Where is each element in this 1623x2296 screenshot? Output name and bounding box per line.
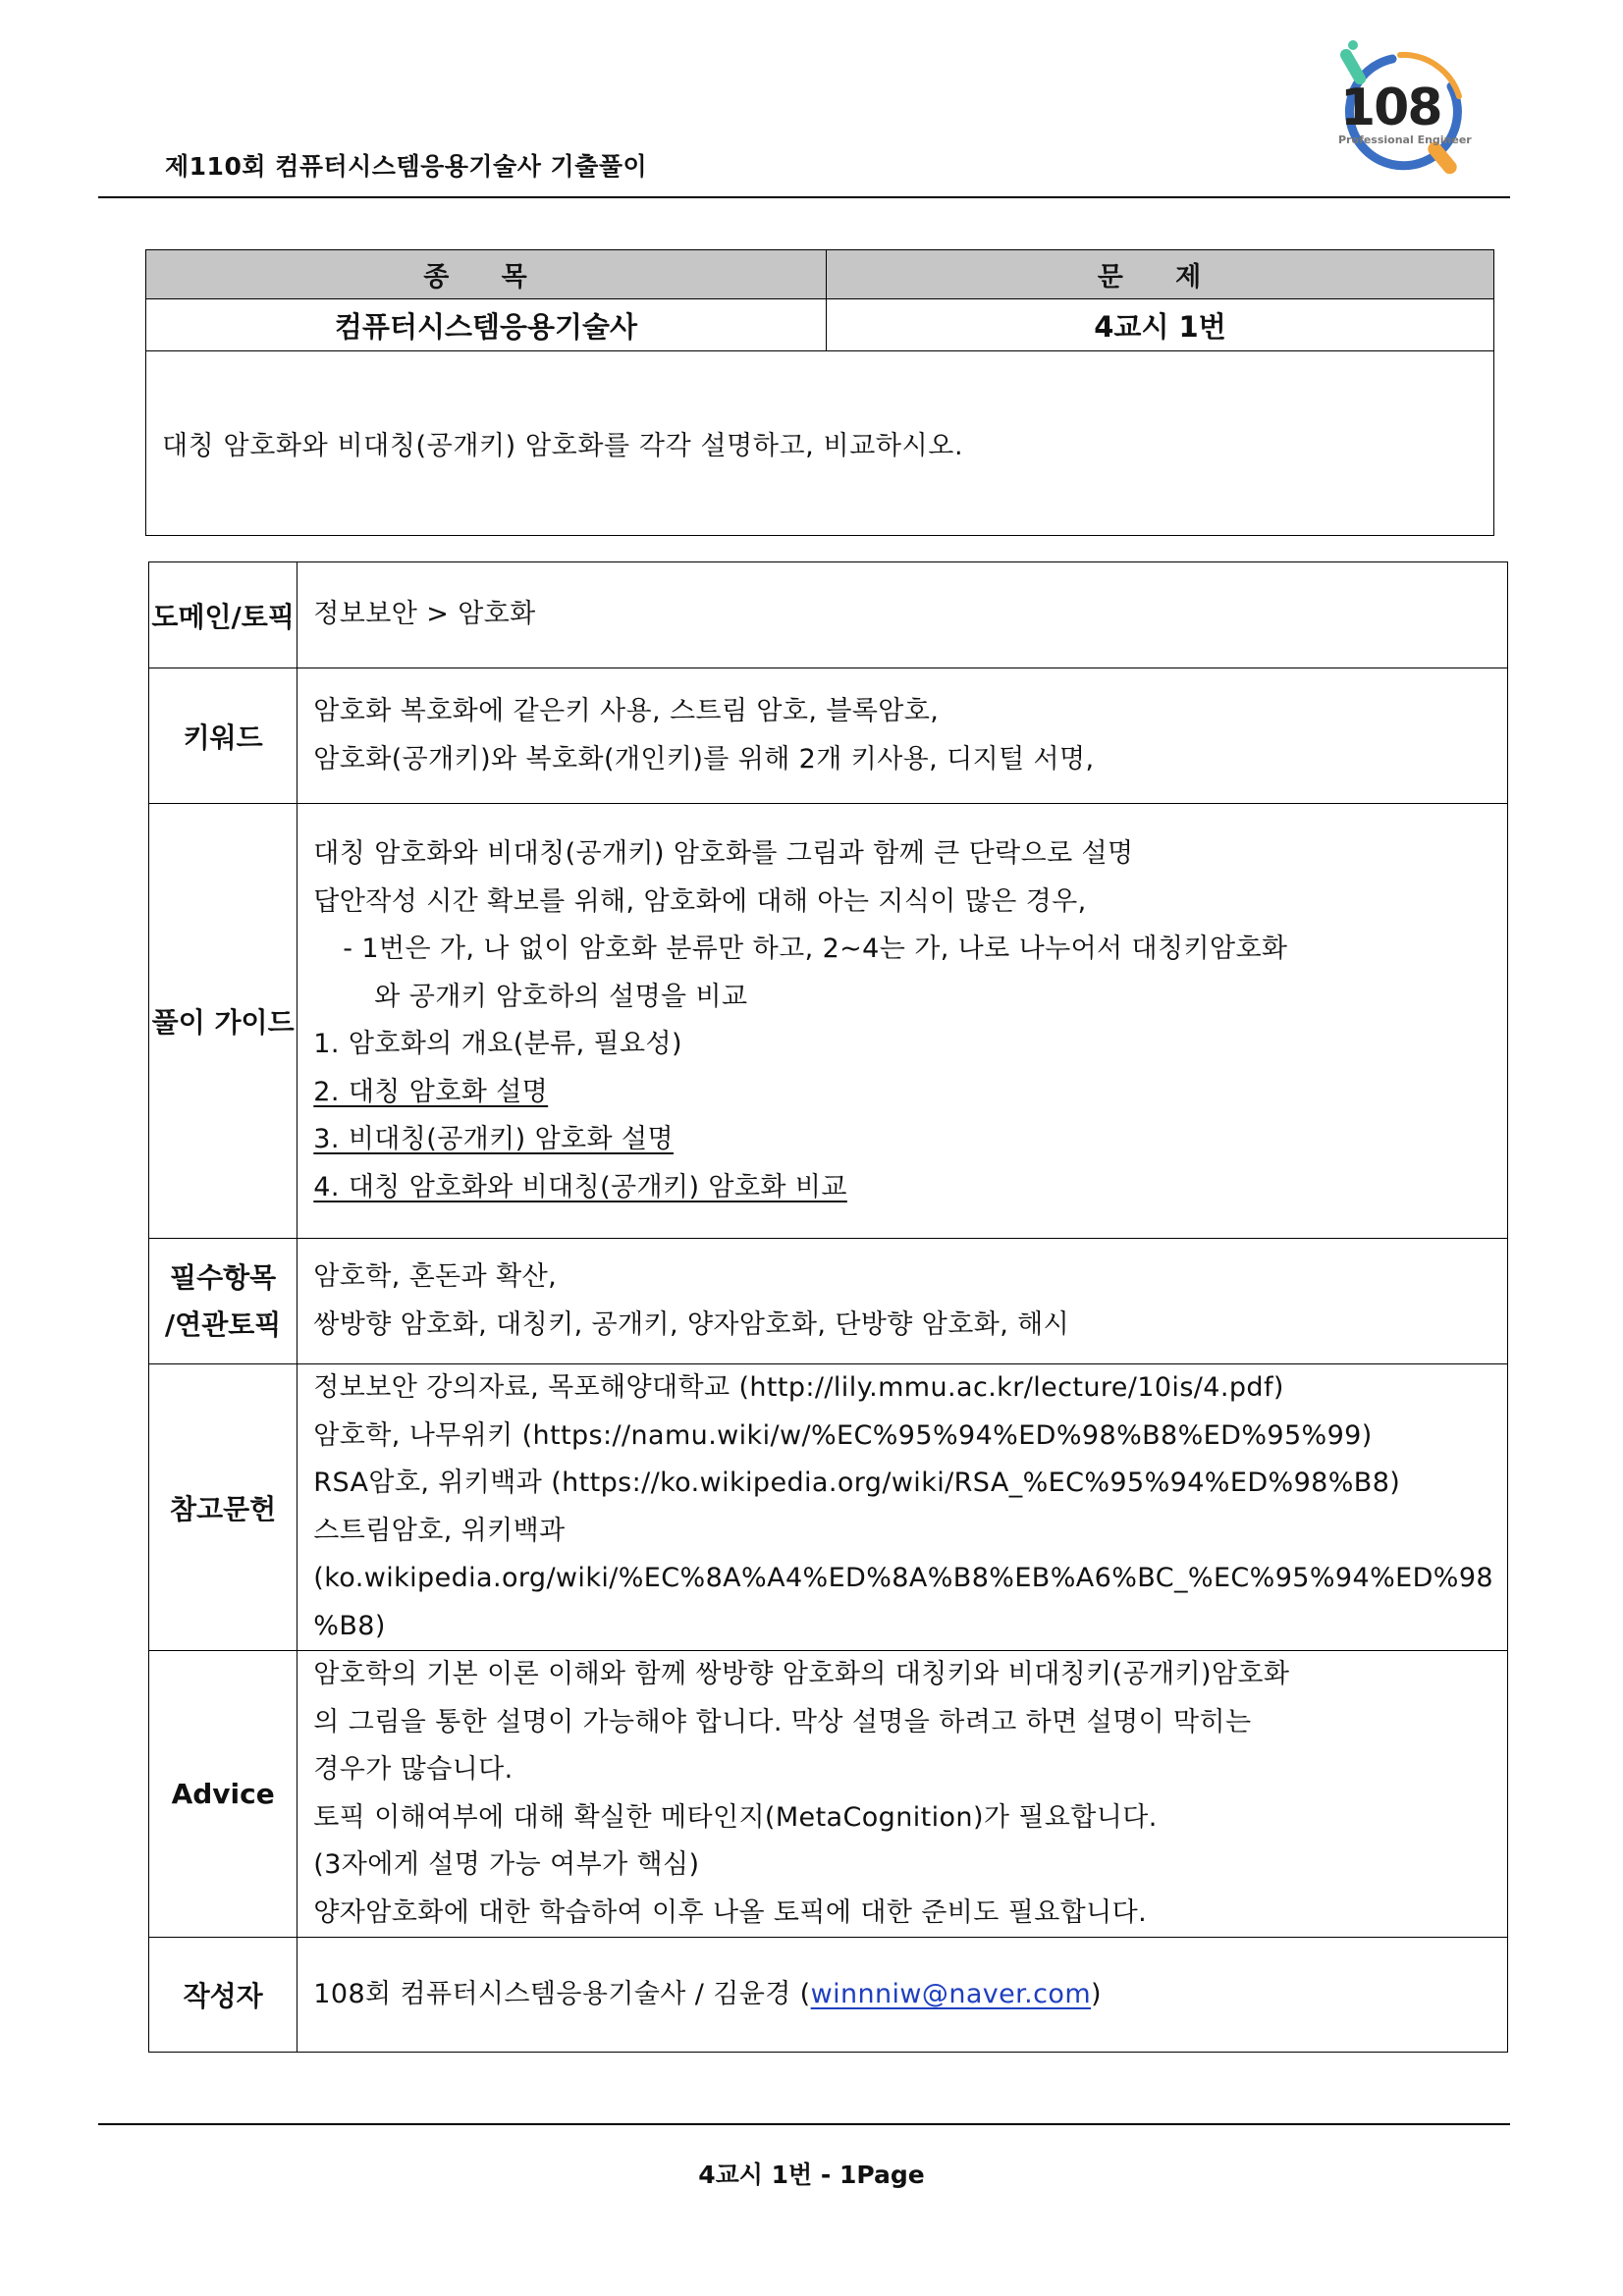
header-divider: [98, 196, 1510, 198]
author-text: 108회 컴퓨터시스템응용기술사 / 김윤경 (: [313, 1978, 811, 2009]
document-header-title: 제110회 컴퓨터시스템응용기술사 기출풀이: [165, 152, 648, 181]
keywords-value: [298, 668, 1508, 804]
guide-value: [298, 804, 1508, 1239]
subject-value: 컴퓨터시스템응용기술사: [146, 299, 827, 351]
logo-number: 108: [1340, 79, 1441, 137]
question-number: 4교시 1번: [827, 299, 1494, 351]
reference-line: %B8): [313, 1610, 386, 1641]
references-value: [298, 1364, 1508, 1651]
footer-divider: [98, 2123, 1510, 2125]
logo-subtitle: Professional Engineer: [1338, 133, 1472, 146]
author-suffix: ): [1091, 1978, 1102, 2009]
reference-line: 암호학, 나무위키 (https://namu.wiki/w/%EC%95%94%ED%98%B8%ED%95%99): [313, 1419, 1373, 1451]
advice-line: 토픽 이해여부에 대해 확실한 메타인지(MetaCognition)가 필요합니다.: [313, 1801, 1158, 1833]
reference-line: RSA암호, 위키백과 (https://ko.wikipedia.org/wiki/RSA_%EC%95%94%ED%98%B8): [313, 1468, 1401, 1498]
references-label: 참고문헌: [149, 1364, 298, 1651]
required-value: [298, 1239, 1508, 1364]
keywords-line: 암호화 복호화에 같은키 사용, 스트림 암호, 블록암호,: [313, 696, 940, 726]
subject-header: 종 목: [146, 250, 827, 299]
guide-step-underlined: 4. 대칭 암호화와 비대칭(공개키) 암호화 비교: [313, 1171, 847, 1202]
guide-line: 와 공개키 암호하의 설명을 비교: [374, 981, 748, 1012]
advice-line: 의 그림을 통한 설명이 가능해야 합니다. 막상 설명을 하려고 하면 설명이 막히는: [313, 1706, 1252, 1737]
advice-line: (3자에게 설명 가능 여부가 핵심): [313, 1849, 700, 1880]
question-header: 문 제: [827, 250, 1494, 299]
advice-line: 경우가 많습니다.: [313, 1754, 514, 1785]
author-label: 작성자: [149, 1938, 298, 2053]
page-number: 4교시 1번 - 1Page: [698, 2161, 925, 2189]
required-line: 쌍방향 암호화, 대칭키, 공개키, 양자암호화, 단방향 암호화, 해시: [313, 1308, 1070, 1340]
author-email-link[interactable]: winnniw@naver.com: [810, 1978, 1092, 2009]
required-label: [149, 1239, 298, 1364]
guide-line: 대칭 암호화와 비대칭(공개키) 암호화를 그림과 함께 큰 단락으로 설명: [313, 838, 1134, 869]
reference-line: (ko.wikipedia.org/wiki/%EC%8A%A4%ED%8A%B8%EB%A6%BC_%EC%95%94%ED%98: [313, 1563, 1493, 1593]
reference-line: 스트림암호, 위키백과: [313, 1515, 566, 1546]
keywords-line: 암호화(공개키)와 복호화(개인키)를 위해 2개 키사용, 디지털 서명,: [313, 743, 1095, 774]
domain-value: 정보보안 > 암호화: [298, 562, 1508, 668]
author-value: [298, 1938, 1508, 2053]
advice-line: 암호학의 기본 이론 이해와 함께 쌍방향 암호화의 대칭키와 비대칭키(공개키)암호화: [313, 1659, 1290, 1689]
keywords-label: 키워드: [149, 668, 298, 804]
required-label-line: 필수항목: [170, 1260, 277, 1294]
required-line: 암호학, 혼돈과 확산,: [313, 1261, 558, 1292]
guide-step-underlined: 2. 대칭 암호화 설명: [313, 1076, 549, 1107]
reference-line: 정보보안 강의자료, 목포해양대학교 (http://lily.mmu.ac.kr/lecture/10is/4.pdf): [313, 1372, 1284, 1403]
advice-line: 양자암호화에 대한 학습하여 이후 나올 토픽에 대한 준비도 필요합니다.: [313, 1896, 1148, 1928]
guide-line: 답안작성 시간 확보를 위해, 암호화에 대해 아는 지식이 많은 경우,: [313, 885, 1087, 917]
question-text: 대칭 암호화와 비대칭(공개키) 암호화를 각각 설명하고, 비교하시오.: [146, 351, 1494, 536]
answer-meta-table: [148, 561, 1508, 2053]
guide-step-underlined: 3. 비대칭(공개키) 암호화 설명: [313, 1124, 674, 1154]
guide-step: 1. 암호화의 개요(분류, 필요성): [313, 1029, 682, 1059]
required-label-line: /연관토픽: [164, 1308, 282, 1341]
guide-line: - 1번은 가, 나 없이 암호화 분류만 하고, 2~4는 가, 나로 나누어서 대칭키암호화: [343, 934, 1288, 964]
advice-value: [298, 1651, 1508, 1938]
guide-label: 풀이 가이드: [149, 804, 298, 1239]
question-table: [145, 249, 1494, 536]
advice-label: Advice: [149, 1651, 298, 1938]
domain-label: 도메인/토픽: [149, 562, 298, 668]
